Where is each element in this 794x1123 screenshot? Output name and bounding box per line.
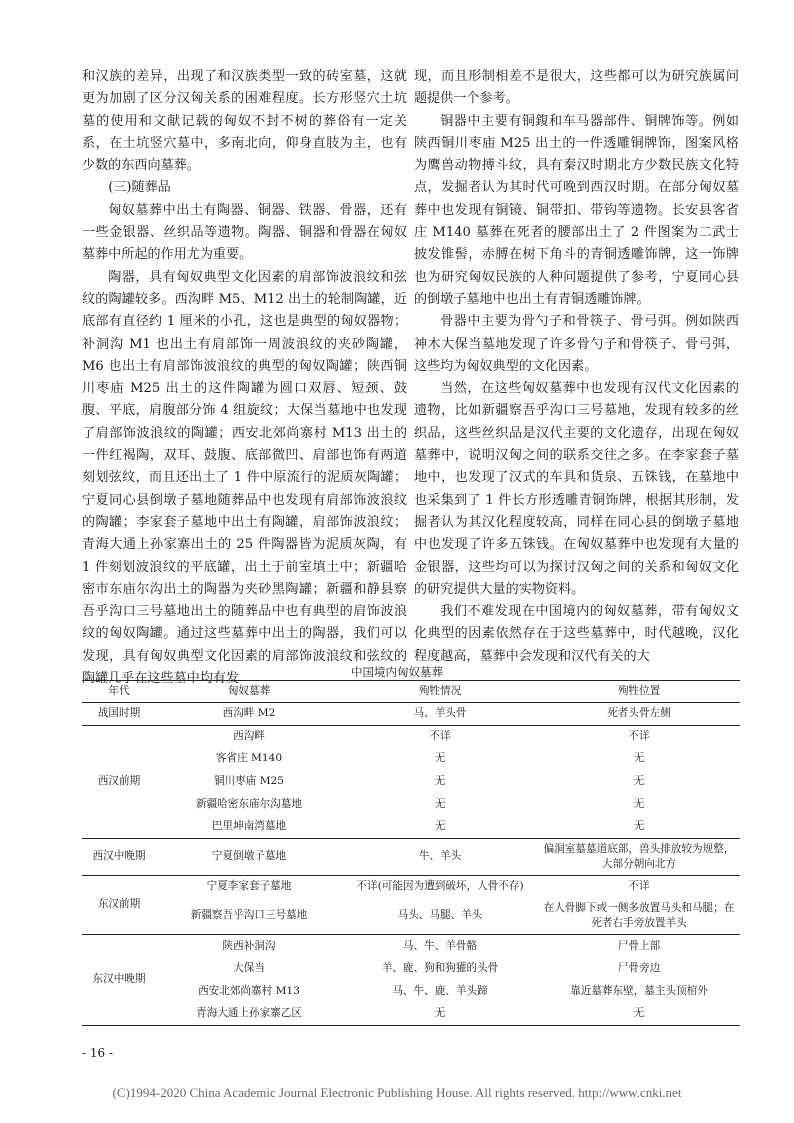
paragraph: 我们不难发现在中国境内的匈奴墓葬，带有匈奴文化典型的因素依然存在于这些墓葬中，时代越晚，汉化程度越高，墓葬中会发现和汉代有关的大: [414, 604, 739, 664]
table-row: [82, 875, 740, 898]
burial-cell: 西沟畔: [233, 730, 265, 743]
sacrifice-cell: 羊、鹿、狗和狗獾的头骨: [381, 962, 499, 975]
burial-cell: 西安北郊尚寨村 M13: [198, 984, 300, 997]
sacrifice-cell: 马、牛、羊骨骼: [402, 939, 478, 952]
column-header: 殉牲情况: [342, 681, 538, 703]
paragraph: 陶器，具有匈奴典型文化因素的肩部饰波浪纹和弦纹的陶罐较多。西沟畔 M5、M12 出土的轮制陶罐，近底部有直径约 1 厘米的小孔，这也是典型的匈奴器物；补洞沟 M1 也出土有肩部饰一周波浪纹的夹砂陶罐，M6 也出土有肩部饰波浪纹的典型的匈奴陶罐；陕西铜川枣庙 M25 出土的这件陶罐为圆口双唇、短颈、鼓腹、平底，肩腹部分饰 4 组旋纹；大保当墓地中也发现了肩部饰波浪纹的陶罐；西安北郊尚寨村 M13 出土的一件红褐陶，双耳、鼓腹、底部微凹、肩部也饰有两道刻划弦纹，而且还出土了 1 件中原流行的泥质灰陶罐；宁夏同心县倒墩子墓地随葬品中也发现有肩部饰波浪纹的陶罐；李家套子墓地中出土有陶罐，肩部饰波浪纹；青海大通上孙家寨出土的 25 件陶器皆为泥质灰陶，有 1 件刻划波浪纹的平底罐，出土于前室填土中；新疆哈密市东庙尔沟出土的陶器为夹砂黑陶罐；新疆和静县察吾乎沟口三号墓地出土的随葬品中也有典型的肩饰波浪纹的匈奴陶罐。通过这些墓葬中出土的陶器，我们可以发现，具有匈奴典型文化因素的肩部饰波浪纹和弦纹的陶罐几乎在这些墓中均有发: [82, 269, 407, 687]
burial-cell: 宁夏倒墩子墓地: [156, 838, 342, 875]
sacrifice-cell: 马、牛、鹿、羊头蹄: [392, 984, 488, 997]
table-row: [82, 793, 740, 816]
period-cell: 西汉中晚期: [82, 838, 156, 875]
sacrifice-cell: 无: [342, 1002, 538, 1025]
burial-cell: 大保当: [233, 962, 265, 975]
position-cell: 无: [538, 1002, 740, 1025]
sacrifice-cell: 无: [434, 752, 446, 765]
column-header: 殉牲位置: [538, 681, 740, 703]
table-row: [82, 725, 740, 748]
table-row: [82, 898, 740, 935]
sacrifice-cell: 马头、马腿、羊头: [342, 898, 538, 935]
sacrifice-cell: 不详: [429, 730, 451, 743]
table-row: [82, 815, 740, 838]
paragraph: 现，而且形制相差不是很大，这些都可以为研究族属问题提供一个参考。: [414, 69, 739, 107]
left-text-column: [82, 66, 407, 690]
burial-cell: 客省庄 M140: [215, 752, 283, 765]
table-row: [82, 957, 740, 980]
burial-cell: 铜川枣庙 M25: [213, 775, 285, 788]
period-cell: 东汉中晚期: [82, 935, 156, 1025]
table-row: [82, 935, 740, 958]
table-title: 中国境内匈奴墓葬: [351, 665, 443, 679]
position-cell: 靠近墓葬东壁，墓主头顶棺外: [570, 984, 708, 997]
paragraph: 骨器中主要为骨勺子和骨筷子、骨弓弭。例如陕西神木大保当墓地发现了许多骨勺子和骨筷子、骨弓弭，这些均为匈奴典型的文化因素。: [414, 314, 739, 374]
paragraph: 和汉族的差异，出现了和汉族类型一致的砖室墓，这就更为加剧了区分汉匈关系的困难程度。长方形竖穴土坑墓的使用和文献记载的匈奴不封不树的葬俗有一定关系，在土坑竖穴墓中，多南北向，仰身直肢为主，也有少数的东西向墓葬。: [82, 69, 407, 174]
sacrifice-cell: 无: [434, 797, 446, 810]
burial-cell: 青海大通上孙家寨乙区: [156, 1002, 342, 1025]
column-header: 年代: [82, 681, 156, 703]
position-cell: 死者头骨左侧: [538, 703, 740, 726]
period-cell: 西汉前期: [82, 725, 156, 838]
sacrifice-cell: 马、羊头骨: [342, 703, 538, 726]
page-number: - 16 -: [82, 1046, 114, 1060]
paragraph: 当然，在这些匈奴墓葬中也发现有汉代文化因素的遗物，比如新疆察吾乎沟口三号墓地，发现有较多的丝织品，这些丝织品是汉代主要的文化遗存，出现在匈奴墓葬中，说明汉匈之间的联系交往之多。在李家套子墓地中，也发现了汉式的车具和货泉、五铢钱，在墓地中也采集到了 1 件长方形透雕青铜饰牌，根据其形制，发掘者认为其汉化程度较高，同样在同心县的倒墩子墓地中也发现了许多五铢钱。在匈奴墓葬中也发现有大量的金银器，这些均可以为探讨汉匈之间的关系和匈奴文化的研究提供大量的实物资料。: [414, 381, 739, 597]
period-cell: 东汉前期: [82, 875, 156, 935]
sacrifice-cell: 不详(可能因为遭到破坏，人骨不存): [356, 880, 524, 893]
burial-cell: 宁夏李家套子墓地: [206, 880, 292, 893]
burial-cell: 西沟畔 M2: [156, 703, 342, 726]
period-cell: 战国时期: [82, 703, 156, 726]
table-row: [82, 838, 740, 875]
table-row: [82, 770, 740, 793]
burial-cell: 新疆哈密东庙尔沟墓地: [196, 797, 302, 810]
position-cell: 尸骨上部: [617, 939, 661, 952]
right-text-column: [414, 66, 739, 668]
section-heading: (三)随葬品: [108, 180, 171, 196]
copyright-footer: (C)1994-2020 China Academic Journal Electronic Publishing House. All rights reserved. http://www.cnki.net: [112, 1085, 682, 1100]
sacrifice-cell: 无: [342, 815, 538, 838]
sacrifice-cell: 无: [434, 775, 446, 788]
burial-cell: 陕西补洞沟: [222, 939, 276, 952]
position-cell: 无: [633, 752, 645, 765]
table-row: [82, 748, 740, 771]
position-cell: 在人骨脚下或一侧多放置马头和马腿；在死者右手旁放置羊头: [538, 898, 740, 935]
table-row: [82, 1002, 740, 1025]
position-cell: 无: [633, 797, 645, 810]
table-header-row: [82, 681, 740, 703]
position-cell: 无: [538, 815, 740, 838]
position-cell: 不详: [628, 880, 650, 893]
position-cell: 无: [633, 775, 645, 788]
paragraph: 铜器中主要有铜鍑和车马器部件、铜牌饰等。例如陕西铜川枣庙 M25 出土的一件透雕铜牌饰，图案风格为鹰兽动物搏斗纹，具有秦汉时期北方少数民族文化特点，发掘者认为其时代可晚到西汉时期。在部分匈奴墓葬中也发现有铜镜、铜带扣、带钩等遗物。长安县客省庄 M140 墓葬在死者的腰部出土了 2 件图案为二武士披发锥髻，赤膊在树下角斗的青铜透雕饰牌，这一饰牌也为研究匈奴民族的人种问题提供了参考，宁夏同心县的倒墩子墓地中也出土有青铜透雕饰牌。: [414, 113, 739, 307]
position-cell: 不详: [628, 730, 650, 743]
table-row: [82, 980, 740, 1003]
position-cell: 偏洞室墓墓道底部，兽头排放较为规整，大部分朝向北方: [538, 838, 740, 875]
table-row: [82, 703, 740, 726]
burial-cell: 新疆察吾乎沟口三号墓地: [156, 898, 342, 935]
sacrifice-cell: 牛、羊头: [342, 838, 538, 875]
burial-cell: 巴里坤南湾墓地: [156, 815, 342, 838]
paragraph: 匈奴墓葬中出土有陶器、铜器、铁器、骨器，还有一些金银器、丝织品等遗物。陶器、铜器和骨器在匈奴墓葬中所起的作用尤为重要。: [82, 202, 407, 263]
burials-table: [82, 680, 740, 1026]
column-header: 匈奴墓葬: [156, 681, 342, 703]
position-cell: 尸骨旁边: [617, 962, 661, 975]
